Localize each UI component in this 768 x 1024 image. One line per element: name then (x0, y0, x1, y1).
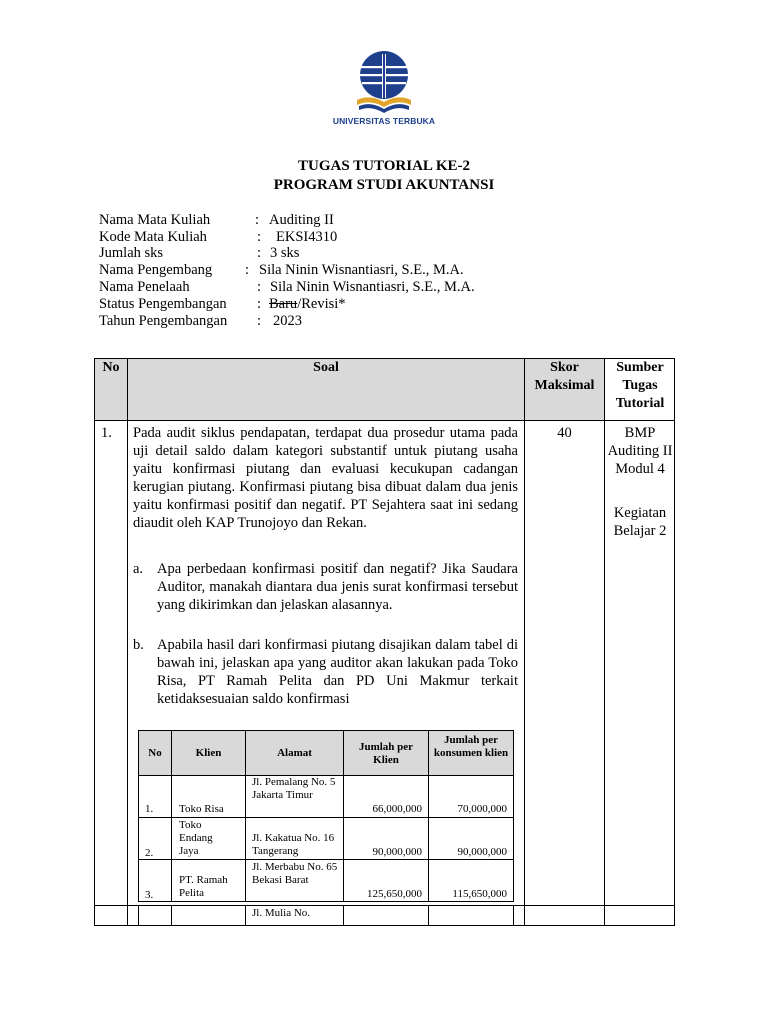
inner-table-border (343, 906, 344, 926)
inner-header-jumlah-konsumen: Jumlah per konsumen klien (433, 734, 509, 759)
info-value-pengembang: Sila Ninin Wisnantiasri, S.E., M.A. (259, 262, 464, 278)
header-sumber: Sumber Tugas Tutorial (615, 360, 665, 411)
universitas-terbuka-logo-icon (354, 50, 414, 116)
info-label-kode-mk: Kode Mata Kuliah (99, 229, 207, 245)
inner-table-border (428, 730, 429, 902)
table-border-right (674, 358, 675, 926)
inner-header-alamat: Alamat (277, 747, 312, 759)
inner-cell-alamat: Jl. Pemalang No. 5 Jakarta Timur (252, 776, 336, 801)
row-number: 1. (101, 425, 112, 441)
info-label-sks: Jumlah sks (99, 245, 164, 261)
table-col-divider (127, 358, 128, 906)
table-col-divider (604, 358, 605, 906)
inner-cell-jumlah-klien: 66,000,000 (372, 803, 422, 815)
info-label-penelaah: Nama Penelaah (99, 279, 190, 295)
info-value-kode-mk: EKSI4310 (276, 229, 338, 245)
inner-table-border (513, 906, 514, 926)
info-sep: : (257, 296, 262, 312)
table-col-divider (127, 906, 128, 926)
sumber-kegiatan: Kegiatan Belajar 2 (613, 505, 667, 539)
item-a-marker: a. (133, 561, 144, 577)
header-soal: Soal (313, 360, 339, 375)
status-baru-struck: Baru (269, 296, 298, 312)
table-border-left (94, 358, 95, 906)
inner-cell-klien: PT. Ramah Pelita (179, 874, 228, 899)
info-sep: : (255, 212, 260, 228)
info-label-pengembang: Nama Pengembang (99, 262, 213, 278)
info-label-nama-mk: Nama Mata Kuliah (99, 212, 211, 228)
header-no: No (102, 360, 120, 375)
info-sep: : (257, 279, 262, 295)
inner-cell-jumlah-klien: 90,000,000 (372, 846, 422, 858)
inner-table-border (138, 901, 514, 902)
inner-cell-no: 2. (145, 847, 154, 859)
inner-cell-alamat-partial: Jl. Mulia No. (252, 907, 311, 919)
inner-cell-alamat: Jl. Merbabu No. 65 Bekasi Barat (252, 861, 338, 886)
inner-cell-jumlah-konsumen: 115,650,000 (452, 888, 507, 900)
logo-text: UNIVERSITAS TERBUKA (332, 116, 436, 126)
inner-cell-alamat: Jl. Kakatua No. 16 Tangerang (252, 832, 335, 857)
inner-table-border (138, 817, 514, 818)
table-row-break (94, 905, 675, 906)
inner-header-klien: Klien (195, 747, 222, 759)
question-intro: Pada audit siklus pendapatan, terdapat dua prosedur utama pada uji detail saldo dalam kategori substantif untuk piutang usaha yaitu konfirmasi piutang dan evaluasi kecukupan cadangan kerugian piutang. Konfirmasi piutang bisa dibuat dalam dua jenis yaitu konfirmasi positif dan negatif. PT Sejahtera saat ini sedang diaudit oleh KAP Trunojoyo dan Rekan. (133, 425, 518, 531)
table-border-left (94, 906, 95, 926)
table-col-divider (524, 906, 525, 926)
status-revisi: /Revisi* (297, 296, 346, 312)
inner-table-border (428, 906, 429, 926)
question-item-b: Apabila hasil dari konfirmasi piutang disajikan dalam tabel di bawah ini, jelaskan apa yang auditor akan lakukan pada Toko Risa, PT Ramah Pelita dan PD Uni Makmur terkait ketidaksesuaian saldo konfirmasi (157, 637, 518, 707)
info-sep: : (257, 245, 262, 261)
inner-header-jumlah-klien: Jumlah per Klien (358, 741, 414, 766)
inner-table-border (343, 730, 344, 902)
inner-table-border (513, 730, 514, 902)
table-border-bottom (94, 925, 675, 926)
inner-cell-jumlah-konsumen: 70,000,000 (457, 803, 507, 815)
inner-table-border (138, 906, 139, 926)
info-value-status (269, 296, 346, 313)
inner-header-no: No (148, 747, 162, 759)
header-skor: Skor Maksimal (534, 360, 595, 393)
info-value-tahun: 2023 (273, 313, 302, 329)
inner-cell-klien: Toko Endang Jaya (179, 819, 213, 857)
title-line2: PROGRAM STUDI AKUNTANSI (273, 177, 495, 193)
inner-cell-no: 3. (145, 889, 154, 901)
inner-cell-no: 1. (145, 803, 154, 815)
title-line1: TUGAS TUTORIAL KE-2 (298, 158, 470, 174)
item-b-marker: b. (133, 637, 144, 653)
info-value-penelaah: Sila Ninin Wisnantiasri, S.E., M.A. (270, 279, 475, 295)
table-header-bottom (94, 420, 675, 421)
inner-table-border (171, 906, 172, 926)
info-sep: : (257, 229, 262, 245)
info-value-sks: 3 sks (270, 245, 300, 261)
info-label-tahun: Tahun Pengembangan (99, 313, 228, 329)
sumber-modul: BMP Auditing II Modul 4 (607, 425, 673, 477)
inner-table-border (245, 906, 246, 926)
question-item-a: Apa perbedaan konfirmasi positif dan negatif? Jika Saudara Auditor, manakah diantara dua jenis surat konfirmasi tersebut yang dikirimkan dan jelaskan alasannya. (157, 561, 518, 613)
info-sep: : (257, 313, 262, 329)
info-value-nama-mk: Auditing II (269, 212, 334, 228)
skor-value: 40 (557, 425, 572, 441)
inner-cell-jumlah-klien: 125,650,000 (367, 888, 422, 900)
table-col-divider (604, 906, 605, 926)
info-label-status: Status Pengembangan (99, 296, 227, 312)
inner-table-border (138, 859, 514, 860)
inner-table-border (138, 730, 514, 731)
inner-cell-klien: Toko Risa (179, 803, 224, 815)
inner-cell-jumlah-konsumen: 90,000,000 (457, 846, 507, 858)
info-sep: : (245, 262, 250, 278)
